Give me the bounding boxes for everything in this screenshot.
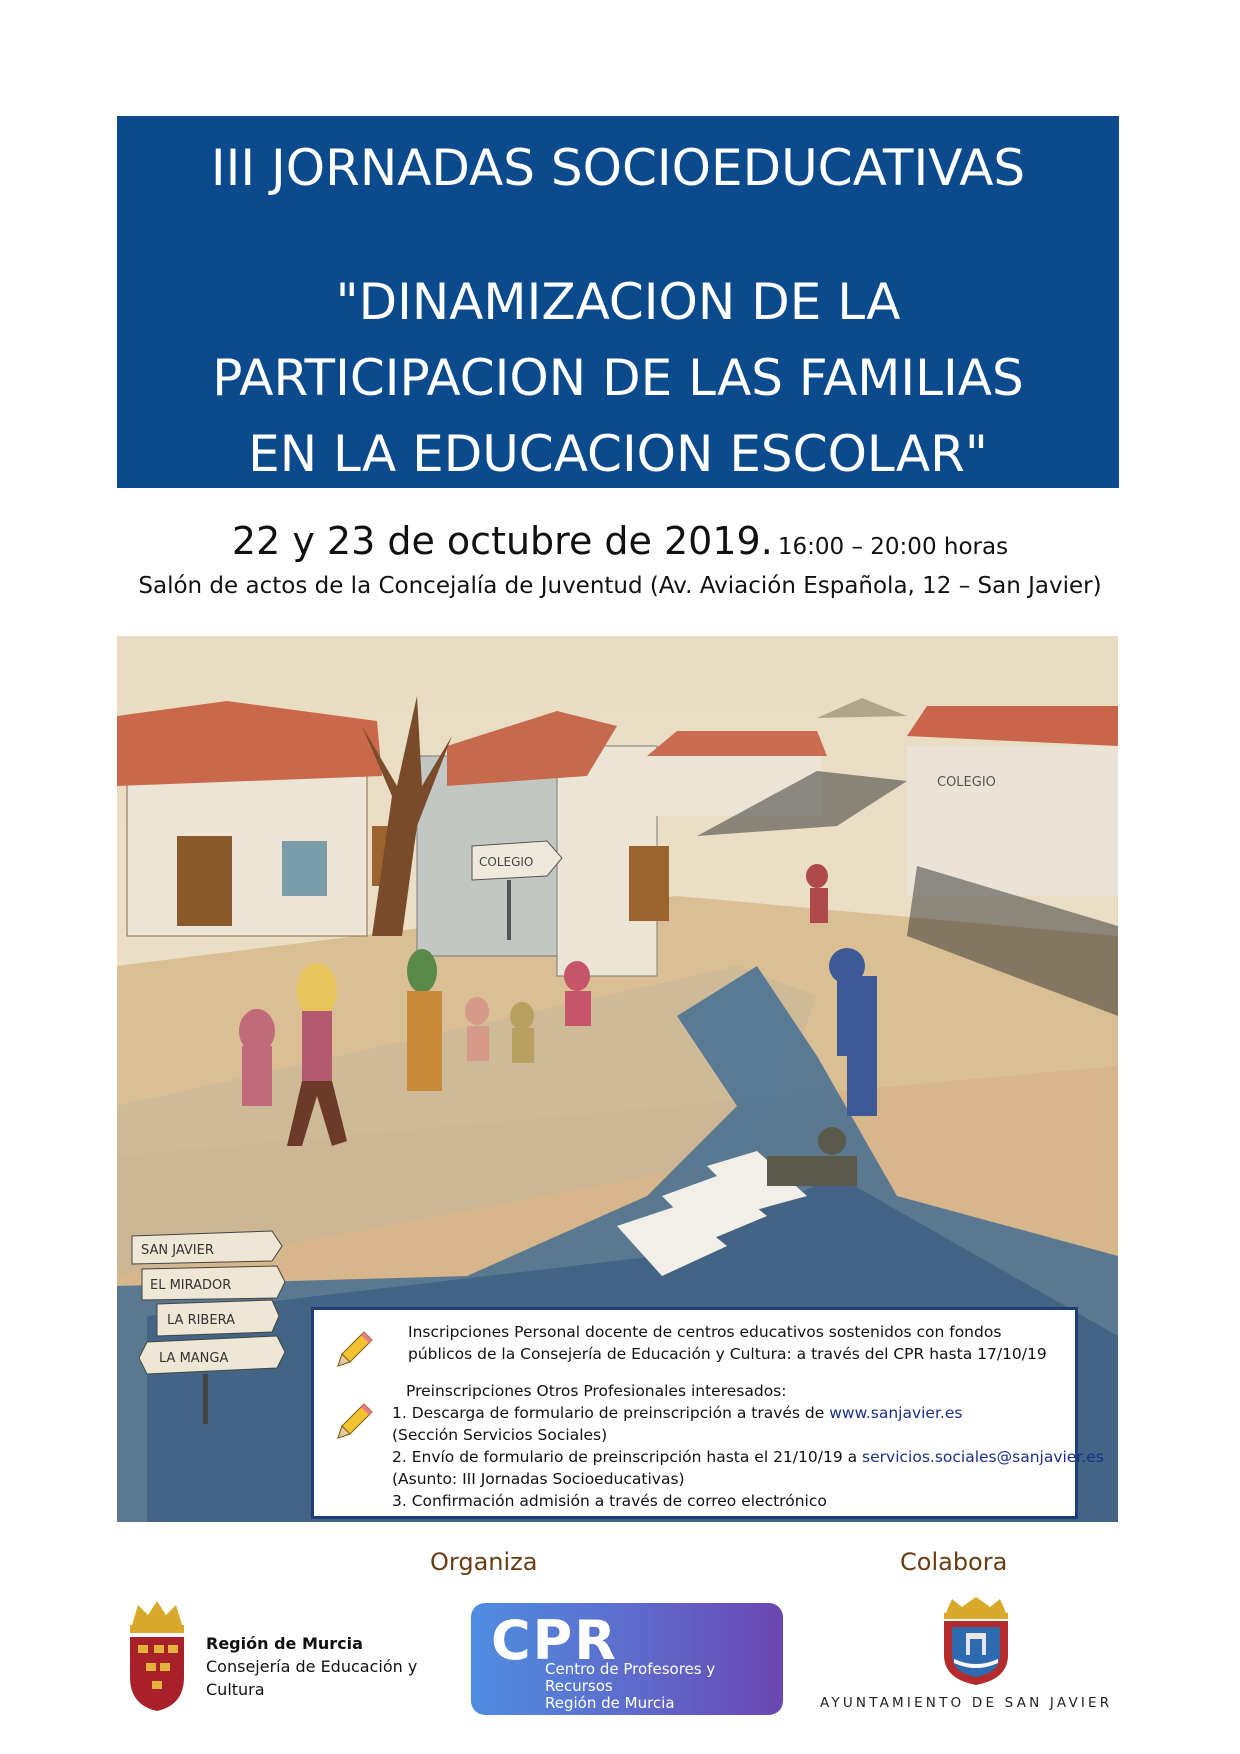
sign-la-manga: LA MANGA <box>159 1351 229 1366</box>
event-dates <box>0 515 1240 575</box>
step-1-text: 1. Descarga de formulario de preinscripción a través de <box>392 1404 830 1422</box>
pencil-icon <box>330 1328 376 1374</box>
teachers-registration-line1: Inscripciones Personal docente de centros educativos sostenidos con fondos <box>408 1323 1002 1341</box>
venue-text: Salón de actos de la Concejalía de Juventud (Av. Aviación Española, 12 – San Javier) <box>138 573 1102 599</box>
sanjavier-website-link[interactable]: www.sanjavier.es <box>829 1404 963 1422</box>
step-3: 3. Confirmación admisión a través de correo electrónico <box>392 1492 827 1510</box>
cpr-logo <box>471 1603 783 1715</box>
sign-la-ribera: LA RIBERA <box>167 1313 235 1328</box>
colegio-arrow-sign: COLEGIO <box>479 855 534 869</box>
event-series-title: III JORNADAS SOCIOEDUCATIVAS <box>210 139 1026 197</box>
san-javier-crest-icon <box>940 1597 1012 1685</box>
pencil-icon <box>330 1400 376 1446</box>
step-1 <box>392 1402 962 1424</box>
servicios-sociales-email-link[interactable]: servicios.sociales@sanjavier.es <box>862 1448 1104 1466</box>
cpr-name-line2: Región de Murcia <box>545 1694 675 1712</box>
title-line-2: PARTICIPACION DE LAS FAMILIAS <box>212 349 1024 407</box>
header-banner <box>117 116 1119 488</box>
colegio-building-sign: COLEGIO <box>937 775 996 790</box>
teachers-registration-line2: públicos de la Consejería de Educación y Cultura: a través del CPR hasta 17/10/19 <box>408 1345 1047 1363</box>
step-2-note: (Asunto: III Jornadas Socioeducativas) <box>392 1470 685 1488</box>
hours-text: 16:00 – 20:00 horas <box>777 534 1009 560</box>
cpr-mark: CPR <box>491 1609 618 1672</box>
murcia-region-name: Región de Murcia <box>206 1634 363 1653</box>
step-1-note: (Sección Servicios Sociales) <box>392 1426 608 1444</box>
murcia-department-line2: Cultura <box>206 1680 265 1699</box>
step-2-text: 2. Envío de formulario de preinscripción hasta el 21/10/19 a <box>392 1448 863 1466</box>
cpr-name <box>545 1661 783 1712</box>
registration-info-box <box>311 1307 1104 1519</box>
organiza-heading: Organiza <box>430 1548 538 1576</box>
dates-text: 22 y 23 de octubre de 2019. <box>231 519 773 563</box>
sign-san-javier: SAN JAVIER <box>141 1243 214 1258</box>
colabora-heading: Colabora <box>900 1548 1008 1576</box>
step-2 <box>392 1446 1104 1468</box>
cpr-name-line1: Centro de Profesores y Recursos <box>545 1660 716 1695</box>
ayuntamiento-name: AYUNTAMIENTO DE SAN JAVIER <box>820 1695 1113 1711</box>
murcia-institution <box>206 1632 417 1701</box>
murcia-crest-icon <box>124 1597 190 1712</box>
title-line-1: "DINAMIZACION DE LA <box>335 273 901 331</box>
title-line-3: EN LA EDUCACION ESCOLAR" <box>248 425 988 483</box>
sign-el-mirador: EL MIRADOR <box>150 1278 232 1293</box>
event-title <box>117 264 1119 492</box>
murcia-department-line1: Consejería de Educación y <box>206 1657 418 1676</box>
other-professionals-title: Preinscripciones Otros Profesionales interesados: <box>406 1382 787 1400</box>
